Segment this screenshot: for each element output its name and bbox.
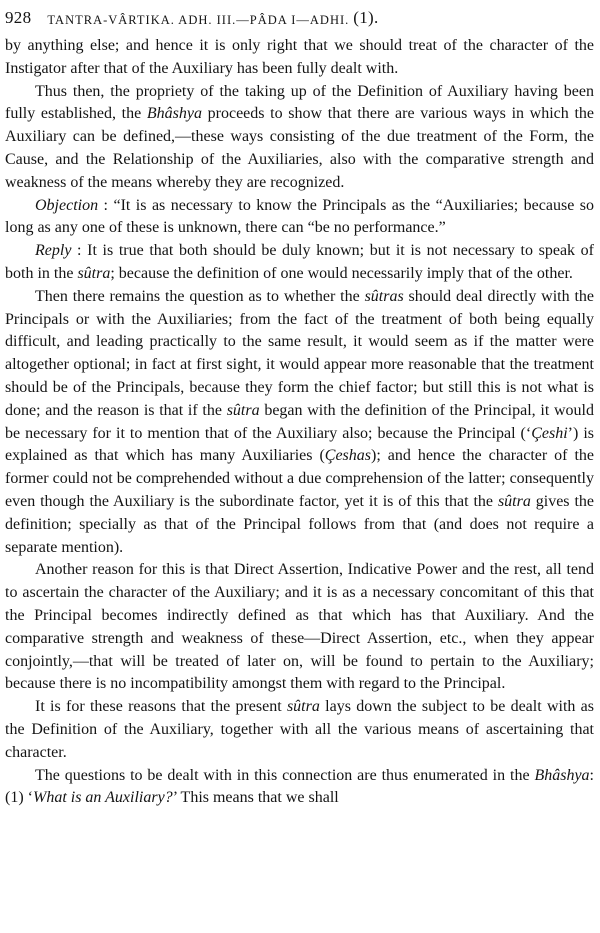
italic-term: sûtra: [286, 698, 320, 716]
page-body: [5, 35, 594, 810]
paragraph-text: by anything else; and hence it is only right that we should treat of the character of the Instigator after that of the Auxiliary has been fully dealt with.: [5, 37, 594, 77]
running-header: [5, 0, 594, 28]
paragraph-questions: [5, 765, 594, 811]
italic-term: sûtras: [364, 287, 404, 305]
running-title: TANTRA-VÂRTIKA. ADH. III.—PÂDA I—ADHI.: [47, 13, 350, 27]
italic-term: sûtra: [77, 264, 111, 282]
text-run: proceeds to show that there are various ways in which the Auxiliary can be defined,—these ways consisting of the due treatment of the Form, the Cause, and the Relationship of the Auxiliaries, also with the comparative strength and weakness of the means whereby they are recognized.: [5, 105, 595, 191]
text-run: : It is true that both should be duly known; but it is not necessary to speak of both in the: [5, 242, 594, 282]
text-run: ); and hence the character of the former could not be comprehended without a due comprehension of the latter; consequently even though the Auxiliary is the subordinate factor, yet it is of this that the: [5, 447, 595, 510]
text-run: : (1) ‘: [5, 766, 594, 807]
text-run: : “It is as necessary to know the Principals as the “Auxiliaries; because so long as any one of these is unknown, there can “be no performance.”: [5, 196, 594, 237]
italic-term: Bhâshya: [534, 766, 590, 784]
paragraph-continuation: [5, 35, 594, 81]
paragraph-text: Another reason for this is that Direct Assertion, Indicative Power and the rest, all tend to ascertain the character of the Auxiliary; and it is as a necessary concomitant of this that the Principal becomes indirectly defined as that which has that Auxiliary. And the comparative strength and weakness of these—Direct Assertion, etc., when they appear conjointly,—that will be treated of later on, will be found to pertain to the Auxiliary; because there is no incompatibility amongst them with regard to the Principal.: [5, 561, 594, 693]
paragraph-definition: [5, 81, 594, 195]
page-number: 928: [5, 8, 32, 27]
italic-term: Çeshi: [531, 424, 568, 442]
text-run: began with the definition of the Principal, it would be necessary for it to mention that of the Auxiliary also; because the Principal (‘: [5, 401, 594, 442]
paragraph-another-reason: [5, 559, 594, 696]
italic-term: sûtra: [226, 401, 260, 419]
objection-label: Objection: [35, 196, 99, 214]
italic-term: sûtra: [497, 492, 531, 510]
paragraph-principals: [5, 286, 594, 560]
reply-label: Reply: [35, 242, 72, 260]
section-number: (1).: [353, 8, 379, 27]
text-run: ’) is explained as that which has many Auxiliaries (: [5, 424, 595, 465]
text-run: The questions to be dealt with in this connection are thus enumerated in the: [35, 766, 535, 784]
text-run: ; because the definition of one would necessarily imply that of the other.: [110, 264, 573, 282]
text-run: It is for these reasons that the present: [35, 698, 287, 716]
text-run: gives the definition; specially as that of the Principal follows from that (and does not require a separate mention).: [5, 492, 594, 556]
text-run: Thus then, the propriety of the taking up of the Definition of Auxiliary having been fully established, the: [5, 82, 594, 123]
text-run: Then there remains the question as to whether the: [35, 287, 365, 305]
italic-term: Bhâshya: [146, 105, 202, 123]
paragraph-objection: [5, 195, 594, 241]
paragraph-reply: [5, 240, 594, 286]
italic-term: What is an Auxiliary?: [32, 789, 173, 807]
paragraph-reasons: [5, 696, 594, 764]
italic-term: Çeshas: [324, 447, 372, 465]
text-run: should deal directly with the Principals or with the Auxiliaries; from the fact of the treatment of both being equally difficult, and leading practically to the same result, it would seem as if the matter were altogether optional; in fact at first sight, it would appear more reasonable that the treatment should be of the Principals, because they form the chief factor; but still this is not what is done; and the reason is that if the: [5, 287, 594, 419]
text-run: lays down the subject to be dealt with as the Definition of the Auxiliary, together with all the various means of ascertaining that character.: [5, 698, 594, 761]
text-run: ’ This means that we shall: [172, 789, 339, 807]
